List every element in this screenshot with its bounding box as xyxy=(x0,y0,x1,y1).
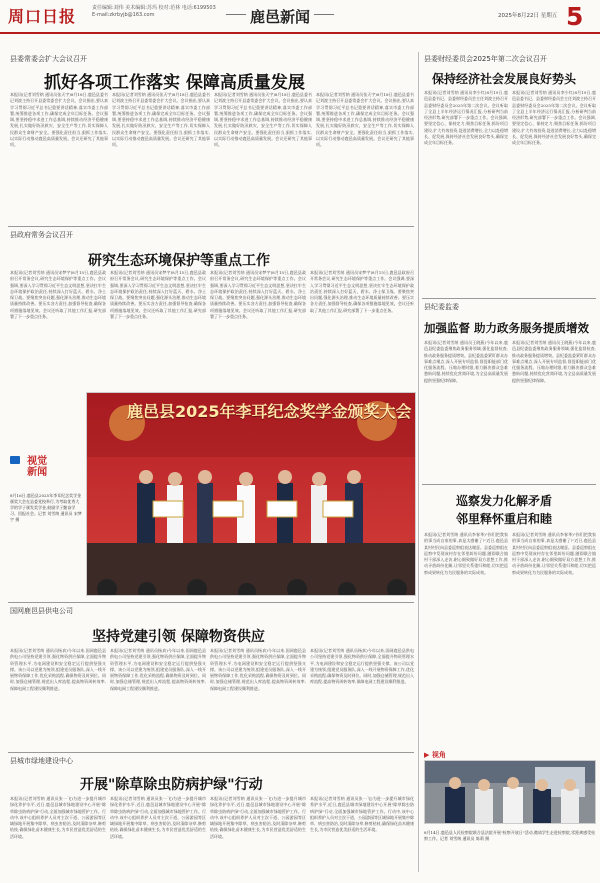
section-title: 鹿邑新闻 xyxy=(250,8,311,26)
articleB2-body-col2: 本报讯(记者刘雪纳 通讯员王晓燕)今年以来,鹿邑县纪委监委聚焦政务服务领域,强化监督检查,推动政务服务提质增效。县纪委监委紧盯群众办事难点堵点,深入开展专项监督,督促职能部门优化服务流程、压缩办理时限,着力解决群众急难愁盼问题,持续优化营商环境,为全县高质量发展提供坚强纪律保障。 xyxy=(512,340,596,383)
page-number: 5 xyxy=(566,2,584,31)
photo-caption: 8月16日,鹿邑县2025年李耳纪念奖学金颁奖大会在县委党校举行,为考取优秀大学的学子颁发奖学金,鼓励学子勤奋学习、回报社会。记者 刘雪纳 通讯员 宋梦宇 摄 xyxy=(10,493,82,522)
newspaper-logo: 周口日报 xyxy=(8,7,77,26)
play-icon: ▶ xyxy=(424,751,430,759)
corner-photo-caption: 8月14日,鹿邑县人民检察院联合县法院开展"检察开放日"活动,邀请学生走进检察院,零距离感受检察工作。记者 刘雪纳 通讯员 陈莉 摄 xyxy=(424,830,596,841)
articleB1-body-col2: 本报讯(记者刘雪纳 通讯员李少红)8月19日,鹿邑县委书记、县委财经委员会主任刘波主持召开县委财经委员会2025年第二次会议。会议听取了全县上半年经济运行情况汇报,分析研判当前经济形势,研究部署下一步重点工作。会议强调,要坚定信心、保持定力,聚焦目标任务,抓好项目建设,扩大有效投资,促进消费增长,全力以赴稳增长、促发展,保持经济社会发展良好势头,确保完成全年目标任务。 xyxy=(512,90,596,146)
article2-body-col3: 本报讯(记者刘雪纳 通讯员宋梦宇)8月15日,鹿邑县政府召开常务会议,研究生态环境保护等重点工作。会议强调,要深入学习贯彻习近平生态文明思想,坚决扛牢生态环境保护政治责任,持续深入打好蓝天、碧水、净土保卫战。要聚焦突出问题,强化源头治理,推动生态环境质量持续改善。要压实各方责任,加强督导检查,确保各项措施落地见效。会议还听取了其他工作汇报,研究部署了下一步重点任务。 xyxy=(210,270,306,320)
visual-news-box xyxy=(10,456,82,523)
visual-tag-2: 新闻 xyxy=(27,467,48,478)
article3-body-col2: 本报讯(记者刘雪纳 通讯员杨真)今年以来,国网鹿邑县供电公司坚持党建引领,强化物资供应保障,全面提升物资管理水平,为电网建设和安全稳定运行提供坚强支撑。该公司以党建为统领,组建党员服务队,深入一线开展物资保障工作,优化采购流程,确保物资及时到位。同时,加强仓储管理,规范出入库流程,提高物资周转效率,保障电网工程建设顺利推进。 xyxy=(110,648,206,691)
article2-headline: 研究生态环境保护等重点工作 xyxy=(88,253,270,269)
visual-tag-1: 视觉 xyxy=(27,456,48,467)
divider xyxy=(422,484,596,485)
article1-body-col3: 本报讯(记者刘雪纳 通讯员张天宇)8月18日,鹿邑县委书记刘波主持召开县委常委会扩大会议。会议指出,要认真学习贯彻习近平总书记重要讲话精神,落实市委工作部署,统筹推进各项工作,确保完成全年目标任务。会议强调,要坚持稳中求进工作总基调,持续推动经济平稳健康发展,扎实做好防汛救灾、安全生产等工作,切实保障人民群众生命财产安全。要强化责任担当,狠抓工作落实,以实际行动推动鹿邑高质量发展。会议还研究了其他事项。 xyxy=(214,92,312,148)
photo-banner-text: 鹿邑县2025年李耳纪念奖学金颁奖大会 xyxy=(127,402,412,421)
masthead-meta xyxy=(92,5,216,19)
articleB2-body-col1: 本报讯(记者刘雪纳 通讯员王晓燕)今年以来,鹿邑县纪委监委聚焦政务服务领域,强化监督检查,推动政务服务提质增效。县纪委监委紧盯群众办事难点堵点,深入开展专项监督,督促职能部门优化服务流程、压缩办理时限,着力解决群众急难愁盼问题,持续优化营商环境,为全县高质量发展提供坚强纪律保障。 xyxy=(424,340,508,383)
article4-kicker: 县城市绿地建设中心 xyxy=(10,757,73,765)
article3-body-col3: 本报讯(记者刘雪纳 通讯员杨真)今年以来,国网鹿邑县供电公司坚持党建引领,强化物资供应保障,全面提升物资管理水平,为电网建设和安全稳定运行提供坚强支撑。该公司以党建为统领,组建党员服务队,深入一线开展物资保障工作,优化采购流程,确保物资及时到位。同时,加强仓储管理,规范出入库流程,提高物资周转效率,保障电网工程建设顺利推进。 xyxy=(210,648,306,691)
articleB2-headline: 加强监督 助力政务服务提质增效 xyxy=(424,321,590,335)
divider xyxy=(8,602,414,603)
masthead-meta-line1: 责任编辑:刘伟 美术编辑:苏玛 校对:范林 电话:6199503 xyxy=(92,5,216,11)
article3-headline: 坚持党建引领 保障物资供应 xyxy=(92,629,265,645)
corner-photo-image xyxy=(425,761,596,824)
article1-body-col1: 本报讯(记者刘雪纳 通讯员张天宇)8月18日,鹿邑县委书记刘波主持召开县委常委会扩大会议。会议指出,要认真学习贯彻习近平总书记重要讲话精神,落实市委工作部署,统筹推进各项工作,确保完成全年目标任务。会议强调,要坚持稳中求进工作总基调,持续推动经济平稳健康发展,扎实做好防汛救灾、安全生产等工作,切实保障人民群众生命财产安全。要强化责任担当,狠抓工作落实,以实际行动推动鹿邑高质量发展。会议还研究了其他事项。 xyxy=(10,92,108,148)
corner-photo xyxy=(424,760,596,824)
divider xyxy=(8,752,414,753)
issue-date: 2025年8月22日 星期五 xyxy=(498,13,558,19)
camera-icon xyxy=(10,456,20,464)
article4-body-col1: 本报讯(记者刘雪纳 通讯员张一飞)为进一步提升城市绿化养护水平,近日,鹿邑县城市绿地建设中心开展"除草除虫防病护绿"行动,全面加强城市绿地管护工作。行动中,该中心组织养护人员对主次干道、公园游园等区域绿地开展集中除草、病虫害防治,及时清除杂草,修剪枯枝,确保绿化苗木健康生长,为市民营造优美舒适的生活环境。 xyxy=(10,796,106,839)
article4-headline: 开展"除草除虫防病护绿"行动 xyxy=(80,777,263,793)
corner-tag: ▶ 视角 xyxy=(424,751,446,759)
article3-body-col1: 本报讯(记者刘雪纳 通讯员杨真)今年以来,国网鹿邑县供电公司坚持党建引领,强化物资供应保障,全面提升物资管理水平,为电网建设和安全稳定运行提供坚强支撑。该公司以党建为统领,组建党员服务队,深入一线开展物资保障工作,优化采购流程,确保物资及时到位。同时,加强仓储管理,规范出入库流程,提高物资周转效率,保障电网工程建设顺利推进。 xyxy=(10,648,106,691)
divider xyxy=(422,298,596,299)
articleB3-body-col2: 本报讯(记者刘雪纳 通讯员李春华)"你们把我家的事当成自家的事,真是太感谢了!"近日,鹿邑县某村村民向县委巡察组表达谢意。县委巡察组在巡察中发现该村存在邻里纠纷问题,随即联合镇村干部深入走访,耐心细致做好双方思想工作,推动矛盾纠纷化解,让邻里关系重归和睦,切实把巡察成果转化为为民服务的实际成效。 xyxy=(512,532,596,575)
article2-kicker: 县政府常务会议召开 xyxy=(10,231,73,239)
articleB1-headline: 保持经济社会发展良好势头 xyxy=(432,72,577,86)
article2-body-col2: 本报讯(记者刘雪纳 通讯员宋梦宇)8月15日,鹿邑县政府召开常务会议,研究生态环境保护等重点工作。会议强调,要深入学习贯彻习近平生态文明思想,坚决扛牢生态环境保护政治责任,持续深入打好蓝天、碧水、净土保卫战。要聚焦突出问题,强化源头治理,推动生态环境质量持续改善。要压实各方责任,加强督导检查,确保各项措施落地见效。会议还听取了其他工作汇报,研究部署了下一步重点任务。 xyxy=(110,270,206,320)
articleB1-kicker: 县委财经委员会2025年第二次会议召开 xyxy=(424,55,547,63)
article2-body-col1: 本报讯(记者刘雪纳 通讯员宋梦宇)8月15日,鹿邑县政府召开常务会议,研究生态环境保护等重点工作。会议强调,要深入学习贯彻习近平生态文明思想,坚决扛牢生态环境保护政治责任,持续深入打好蓝天、碧水、净土保卫战。要聚焦突出问题,强化源头治理,推动生态环境质量持续改善。要压实各方责任,加强督导检查,确保各项措施落地见效。会议还听取了其他工作汇报,研究部署了下一步重点任务。 xyxy=(10,270,106,320)
articleB1-body-col1: 本报讯(记者刘雪纳 通讯员李少红)8月19日,鹿邑县委书记、县委财经委员会主任刘波主持召开县委财经委员会2025年第二次会议。会议听取了全县上半年经济运行情况汇报,分析研判当前经济形势,研究部署下一步重点工作。会议强调,要坚定信心、保持定力,聚焦目标任务,抓好项目建设,扩大有效投资,促进消费增长,全力以赴稳增长、促发展,保持经济社会发展良好势头,确保完成全年目标任务。 xyxy=(424,90,508,146)
article1-headline: 抓好各项工作落实 保障高质量发展 xyxy=(44,73,305,93)
article4-body-col3: 本报讯(记者刘雪纳 通讯员张一飞)为进一步提升城市绿化养护水平,近日,鹿邑县城市绿地建设中心开展"除草除虫防病护绿"行动,全面加强城市绿地管护工作。行动中,该中心组织养护人员对主次干道、公园游园等区域绿地开展集中除草、病虫害防治,及时清除杂草,修剪枯枝,确保绿化苗木健康生长,为市民营造优美舒适的生活环境。 xyxy=(210,796,306,839)
article1-body-col4: 本报讯(记者刘雪纳 通讯员张天宇)8月18日,鹿邑县委书记刘波主持召开县委常委会扩大会议。会议指出,要认真学习贯彻习近平总书记重要讲话精神,落实市委工作部署,统筹推进各项工作,确保完成全年目标任务。会议强调,要坚持稳中求进工作总基调,持续推动经济平稳健康发展,扎实做好防汛救灾、安全生产等工作,切实保障人民群众生命财产安全。要强化责任担当,狠抓工作落实,以实际行动推动鹿邑高质量发展。会议还研究了其他事项。 xyxy=(316,92,414,148)
article1-kicker: 县委常委会扩大会议召开 xyxy=(10,55,87,63)
articleB3-headline-line2: 邻里释怀重启和睦 xyxy=(456,512,553,526)
divider xyxy=(8,226,414,227)
article4-body-col4: 本报讯(记者刘雪纳 通讯员张一飞)为进一步提升城市绿化养护水平,近日,鹿邑县城市绿地建设中心开展"除草除虫防病护绿"行动,全面加强城市绿地管护工作。行动中,该中心组织养护人员对主次干道、公园游园等区域绿地开展集中除草、病虫害防治,及时清除杂草,修剪枯枝,确保绿化苗木健康生长,为市民营造优美舒适的生活环境。 xyxy=(310,796,414,833)
article1-body-col2: 本报讯(记者刘雪纳 通讯员张天宇)8月18日,鹿邑县委书记刘波主持召开县委常委会扩大会议。会议指出,要认真学习贯彻习近平总书记重要讲话精神,落实市委工作部署,统筹推进各项工作,确保完成全年目标任务。会议强调,要坚持稳中求进工作总基调,持续推动经济平稳健康发展,扎实做好防汛救灾、安全生产等工作,切实保障人民群众生命财产安全。要强化责任担当,狠抓工作落实,以实际行动推动鹿邑高质量发展。会议还研究了其他事项。 xyxy=(112,92,210,148)
article3-body-col4: 本报讯(记者刘雪纳 通讯员杨真)今年以来,国网鹿邑县供电公司坚持党建引领,强化物资供应保障,全面提升物资管理水平,为电网建设和安全稳定运行提供坚强支撑。该公司以党建为统领,组建党员服务队,深入一线开展物资保障工作,优化采购流程,确保物资及时到位。同时,加强仓储管理,规范出入库流程,提高物资周转效率,保障电网工程建设顺利推进。 xyxy=(310,648,414,685)
articleB3-headline-line1: 巡察发力化解矛盾 xyxy=(456,494,553,508)
article3-kicker: 国网鹿邑县供电公司 xyxy=(10,607,73,615)
masthead xyxy=(0,0,600,34)
articleB3-body-col1: 本报讯(记者刘雪纳 通讯员李春华)"你们把我家的事当成自家的事,真是太感谢了!"近日,鹿邑县某村村民向县委巡察组表达谢意。县委巡察组在巡察中发现该村存在邻里纠纷问题,随即联合镇村干部深入走访,耐心细致做好双方思想工作,推动矛盾纠纷化解,让邻里关系重归和睦,切实把巡察成果转化为为民服务的实际成效。 xyxy=(424,532,508,575)
masthead-meta-line2: E-mail:zkrbyjb@163.com xyxy=(92,12,155,18)
article2-body-col4: 本报讯(记者刘雪纳 通讯员宋梦宇)8月15日,鹿邑县政府召开常务会议,研究生态环境保护等重点工作。会议强调,要深入学习贯彻习近平生态文明思想,坚决扛牢生态环境保护政治责任,持续深入打好蓝天、碧水、净土保卫战。要聚焦突出问题,强化源头治理,推动生态环境质量持续改善。要压实各方责任,加强督导检查,确保各项措施落地见效。会议还听取了其他工作汇报,研究部署了下一步重点任务。 xyxy=(310,270,414,313)
award-photo-image xyxy=(87,393,416,596)
award-ceremony-photo xyxy=(86,392,416,596)
articleB2-kicker: 县纪委监委 xyxy=(424,303,459,311)
column-divider xyxy=(418,52,419,872)
article4-body-col2: 本报讯(记者刘雪纳 通讯员张一飞)为进一步提升城市绿化养护水平,近日,鹿邑县城市绿地建设中心开展"除草除虫防病护绿"行动,全面加强城市绿地管护工作。行动中,该中心组织养护人员对主次干道、公园游园等区域绿地开展集中除草、病虫害防治,及时清除杂草,修剪枯枝,确保绿化苗木健康生长,为市民营造优美舒适的生活环境。 xyxy=(110,796,206,839)
